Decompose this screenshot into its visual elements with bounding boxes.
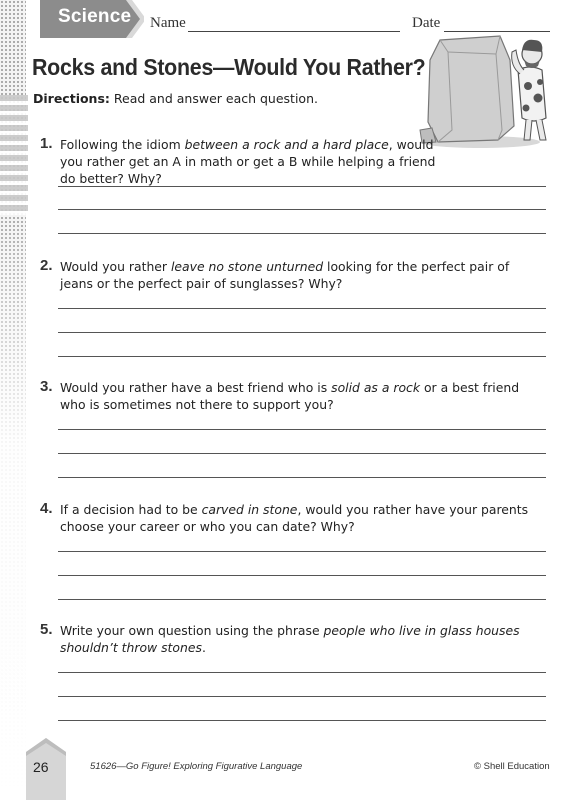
left-band-fade <box>0 210 28 800</box>
question-text-segment: Would you rather <box>60 259 171 274</box>
subject-label: Science <box>58 6 132 27</box>
caveman-rock-illustration <box>418 30 562 150</box>
answer-line[interactable] <box>58 308 546 309</box>
idiom-text: solid as a rock <box>331 380 421 395</box>
answer-line[interactable] <box>58 551 546 552</box>
idiom-text: leave no stone unturned <box>170 259 324 274</box>
answer-line[interactable] <box>58 233 546 234</box>
answer-line[interactable] <box>58 453 546 454</box>
answer-line[interactable] <box>58 332 546 333</box>
answer-line[interactable] <box>58 575 546 576</box>
answer-line[interactable] <box>58 186 546 187</box>
idiom-text: between a rock and a hard place <box>184 137 389 152</box>
name-field[interactable] <box>188 31 400 32</box>
footer-book-title: 51626—Go Figure! Exploring Figurative Language <box>90 761 303 772</box>
answer-line[interactable] <box>58 209 546 210</box>
question-text-segment: Would you rather have a best friend who is <box>60 380 332 395</box>
answer-line[interactable] <box>58 672 546 673</box>
question-3-number: 3. <box>40 378 53 395</box>
answer-line[interactable] <box>58 720 546 721</box>
question-1-text <box>60 136 440 187</box>
answer-line[interactable] <box>58 696 546 697</box>
question-text-segment: . <box>201 640 206 655</box>
answer-line[interactable] <box>58 429 546 430</box>
question-text-segment: looking for the perfect pair of jeans or the perfect pair of sunglasses? Why? <box>60 259 510 291</box>
page-title: Rocks and Stones—Would You Rather? <box>32 54 426 80</box>
left-stripes <box>0 95 28 215</box>
answer-line[interactable] <box>58 356 546 357</box>
idiom-text: carved in stone <box>201 502 298 517</box>
page-number: 26 <box>33 759 49 775</box>
question-2-number: 2. <box>40 257 53 274</box>
answer-line[interactable] <box>58 599 546 600</box>
directions-label: Directions: <box>33 91 110 106</box>
name-label: Name <box>150 15 186 31</box>
question-text-segment: or a best friend who is sometimes not there to support you? <box>60 380 520 412</box>
question-4-number: 4. <box>40 500 53 517</box>
directions <box>33 91 318 106</box>
question-5-number: 5. <box>40 621 53 638</box>
question-2-text <box>60 258 540 292</box>
question-text-segment: Write your own question using the phrase <box>60 623 324 638</box>
question-4-text <box>60 501 540 535</box>
question-3-text <box>60 379 540 413</box>
footer-publisher: © Shell Education <box>474 761 550 772</box>
question-text-segment: Following the idiom <box>60 137 185 152</box>
date-label: Date <box>412 15 441 31</box>
idiom-text: people who live in glass houses shouldn’t throw stones <box>60 623 520 655</box>
answer-line[interactable] <box>58 477 546 478</box>
question-5-text <box>60 622 540 656</box>
question-text-segment: , would you rather get an A in math or get a B while helping a friend do better? Why? <box>60 137 436 186</box>
question-text-segment: , would you rather have your parents choose your career or who you can date? Why? <box>60 502 529 534</box>
directions-text: Read and answer each question. <box>109 91 318 106</box>
question-1-number: 1. <box>40 135 53 152</box>
question-text-segment: If a decision had to be <box>60 502 202 517</box>
